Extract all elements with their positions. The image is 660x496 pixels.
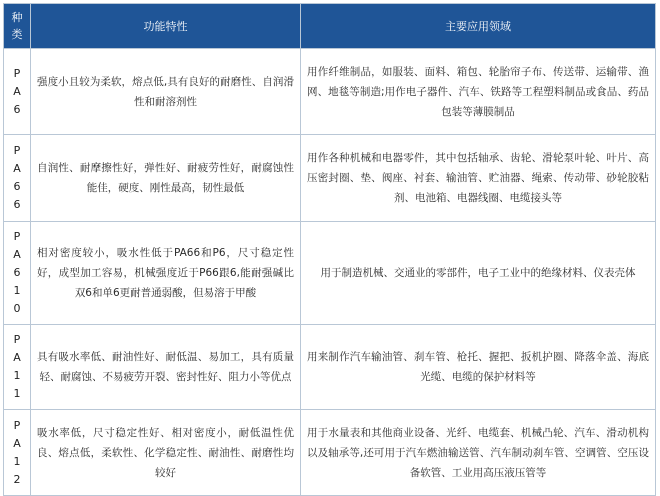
header-row [4, 4, 656, 49]
application-cell [301, 222, 656, 325]
type-char: 1 [13, 284, 21, 297]
function-cell [31, 325, 301, 410]
type-char: A [13, 162, 21, 175]
function-text: 强度小且较为柔软，熔点低,具有良好的耐磨性、自润滑性和耐溶剂性 [37, 75, 294, 108]
function-text: 具有吸水率低、耐油性好、耐低温、易加工，具有质量轻、耐腐蚀、不易疲劳开裂、密封性好、阻力小等优点 [37, 351, 294, 383]
function-cell [31, 135, 301, 222]
type-char: 1 [13, 454, 21, 468]
type-cell [4, 325, 31, 410]
type-char: A [13, 436, 21, 450]
application-cell [301, 325, 656, 410]
application-cell [301, 135, 656, 222]
application-text: 用作各种机械和电器零件，其中包括轴承、齿轮、滑轮泵叶轮、叶片、高压密封圈、垫、阀座、衬套、输油管、贮油器、绳索、传动带、砂轮胶粘剂、电池箱、电器线圈、电缆接头等 [307, 152, 649, 204]
function-cell [31, 410, 301, 496]
type-char: 6 [13, 266, 21, 279]
type-char: A [13, 84, 21, 98]
header-type [4, 4, 31, 49]
application-text: 用来制作汽车输油管、刹车管、枪托、握把、扳机护圈、降落伞盖、海底光缆、电缆的保护材料等 [307, 351, 649, 383]
function-cell [31, 222, 301, 325]
header-function: 功能特性 [31, 4, 301, 49]
application-text: 用于制造机械、交通业的零部件，电子工业中的绝缘材料、仪表壳体 [320, 267, 636, 279]
type-char: P [13, 144, 21, 157]
type-char: P [13, 418, 21, 432]
table-row [4, 325, 656, 410]
header-type-char: 种 [11, 11, 23, 24]
header-application: 主要应用领域 [301, 4, 656, 49]
function-cell [31, 49, 301, 135]
type-cell [4, 410, 31, 496]
header-type-char: 类 [11, 28, 23, 41]
type-cell [4, 222, 31, 325]
table-row [4, 410, 656, 496]
type-char: 1 [13, 369, 21, 382]
application-text: 用于水量表和其他商业设备、光纤、电缆套、机械凸轮、汽车、滑动机构以及轴承等,还可用于汽车燃油输送管、汽车制动刹车管、空调管、空压设备软管、工业用高压液压管等 [307, 426, 649, 479]
type-char: 0 [13, 302, 21, 315]
type-char: 2 [13, 472, 21, 486]
nylon-types-table [3, 3, 656, 496]
type-char: 6 [13, 198, 21, 211]
type-char: 6 [13, 180, 21, 193]
application-cell [301, 49, 656, 135]
type-char: P [13, 333, 21, 346]
type-char: A [13, 248, 21, 261]
type-char: 6 [13, 102, 21, 116]
application-cell [301, 410, 656, 496]
table-row [4, 222, 656, 325]
type-char: P [13, 66, 21, 80]
table-row [4, 135, 656, 222]
function-text: 自润性、耐摩擦性好，弹性好、耐疲劳性好，耐腐蚀性能佳，硬度、刚性最高，韧性最低 [37, 162, 294, 194]
table-row [4, 49, 656, 135]
type-cell [4, 135, 31, 222]
type-char: P [13, 230, 21, 243]
function-text: 相对密度较小，吸水性低于PA66和P6，尺寸稳定性好，成型加工容易，机械强度近于P66跟6,能耐强碱比双6和单6更耐普通弱酸，但易溶于甲酸 [37, 247, 294, 299]
function-text: 吸水率低，尺寸稳定性好、相对密度小，耐低温性优良、熔点低，柔软性、化学稳定性、耐油性、耐磨性均较好 [37, 426, 294, 479]
type-cell [4, 49, 31, 135]
application-text: 用作纤维制品，如服装、面料、箱包、轮胎帘子布、传送带、运输带、渔网、地毯等制造;用作电子器件、汽车、铁路等工程塑料制品或食品、药品包装等薄膜制品 [307, 65, 649, 118]
type-char: 1 [13, 387, 21, 400]
type-char: A [13, 351, 21, 364]
